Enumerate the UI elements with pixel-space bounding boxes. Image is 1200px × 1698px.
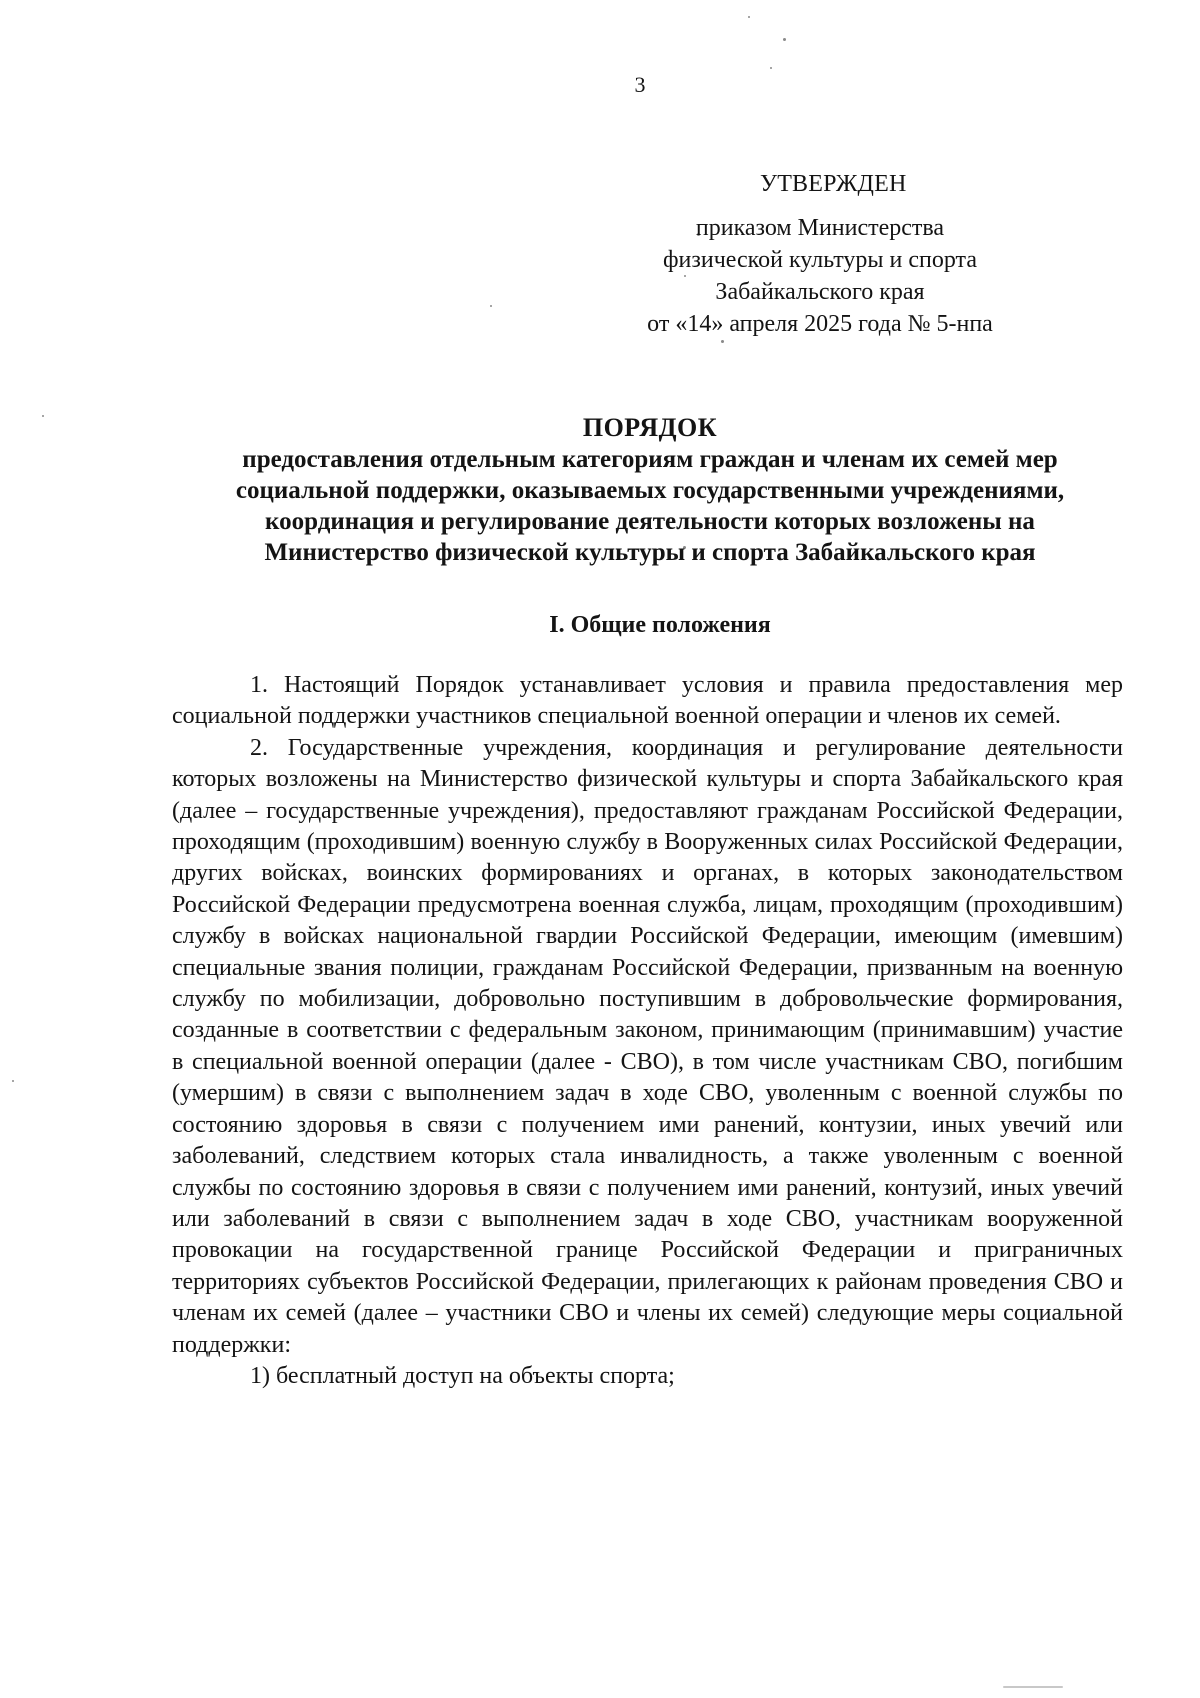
scan-speck [770, 67, 772, 69]
approval-block [620, 168, 1120, 340]
document-title [170, 412, 1130, 568]
document-title-line: координация и регулирование деятельности которых возложены на [265, 508, 1035, 535]
paragraph-2-item-1: 1) бесплатный доступ на объекты спорта; [250, 1362, 675, 1389]
document-title-line: социальной поддержки, оказываемых государственными учреждениями, [235, 477, 1065, 504]
paragraph-2: 2. Государственные учреждения, координация и регулирование деятельности которых возложены на Министерство физической культуры и спорта Забайкальского края (далее – государственные учреждения), предоставляют гражданам Российской Федерации, проходящим (проходившим) военную службу в Вооруженных силах Российской Федерации, других войсках, воинских формированиях и органах, в которых законодательством Российской Федерации предусмотрена военная служба, лицам, проходящим (проходившим) службу в войсках национальной гвардии Российской Федерации, имеющим (имевшим) специальные звания полиции, гражданам Российской Федерации, призванным на военную службу по мобилизации, добровольно поступившим в добровольческие формирования, созданные в соответствии с федеральным законом, принимающим (принимавшим) участие в специальной военной операции (далее - СВО), в том числе участникам СВО, погибшим (умершим) в связи с выполнением задач в ходе СВО, уволенным с военной службы по состоянию здоровья в связи с получением ими ранений, контузии, иных увечий или заболеваний, следствием которых стала инвалидность, а также уволенным с военной службы по состоянию здоровья в связи с получением ими ранений, контузий, иных увечий или заболеваний в связи с выполнением задач в ходе СВО, участникам вооруженной провокации на государственной границе Российской Федерации и приграничных территориях субъектов Российской Федерации, прилегающих к районам проведения СВО и членам их семей (далее – участники СВО и члены их семей) следующие меры социальной поддержки: [172, 734, 1123, 1358]
approval-line: приказом Министерства [695, 215, 945, 241]
document-body [172, 670, 1123, 1392]
document-title-main: ПОРЯДОК [582, 413, 718, 442]
approval-line: от «14» апреля 2025 года № 5-нпа [647, 311, 993, 337]
approval-line: Забайкальского края [715, 279, 925, 305]
scan-speck [783, 38, 786, 41]
paragraph-1: 1. Настоящий Порядок устанавливает условия и правила предоставления мер социальной поддержки участников специальной военной операции и членов их семей. [172, 672, 1123, 730]
scan-speck [721, 340, 724, 343]
section-heading: I. Общие положения [549, 612, 771, 638]
page-number: 3 [634, 72, 646, 97]
scan-speck [490, 305, 492, 307]
approval-line: физической культуры и спорта [662, 247, 977, 273]
scan-speck [748, 16, 750, 18]
scan-speck [42, 415, 44, 417]
scan-speck [12, 1080, 14, 1082]
approval-title: УТВЕРЖДЕН [760, 171, 907, 197]
document-title-line: предоставления отдельным категориям граждан и членам их семей мер [242, 446, 1058, 473]
document-title-line: Министерство физической культуры и спорта Забайкальского края [264, 539, 1036, 566]
scan-speck [1003, 1686, 1063, 1688]
